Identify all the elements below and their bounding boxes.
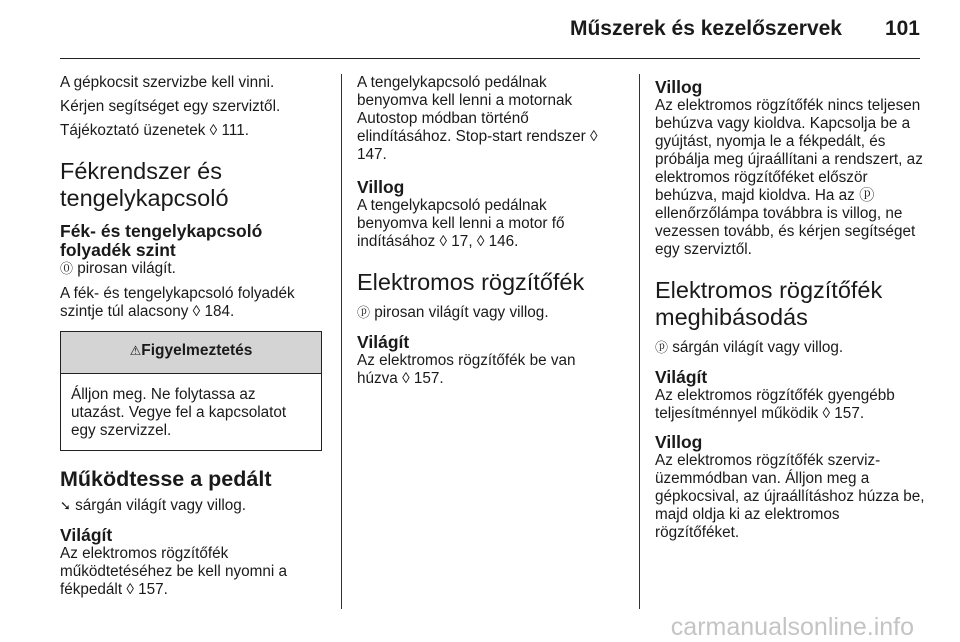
heading-parking-brake-fault: Elektromos rögzítőfék meghibásodás: [655, 277, 883, 330]
column-divider: [639, 74, 640, 609]
subheading-lit: Világít: [357, 332, 410, 352]
subheading-lit: Világít: [60, 525, 113, 545]
warning-title: Figyelmeztetés: [141, 342, 253, 359]
paragraph: Az elektromos rögzítőfék működtetéséhez be kell nyomni a fékpedált ◊ 157.: [60, 545, 288, 598]
paragraph: A tengelykapcsoló pedálnak benyomva kell lenni a motor fő indításához ◊ 17, ◊ 146.: [357, 197, 565, 250]
paragraph: A tengelykapcsoló pedálnak benyomva kell lenni a motornak Autostop módban történő elindításához. Stop-start rendszer ◊ 147.: [357, 74, 598, 163]
paragraph: Tájékoztató üzenetek ◊ 111.: [60, 122, 249, 139]
subheading-flashing: Villog: [357, 177, 405, 197]
subheading-lit: Világít: [655, 367, 708, 387]
paragraph: Az elektromos rögzítőfék szerviz- üzemmódban van. Álljon meg a gépkocsival, az újraállításhoz húzza be, majd oldja ki az elektromos rögzítőféket.: [655, 452, 925, 541]
subheading-flashing: Villog: [655, 432, 703, 452]
header-divider: [60, 58, 920, 59]
watermark-text: carmanualsonline.info: [670, 613, 914, 641]
warning-text: Álljon meg. Ne folytassa az utazást. Vegye fel a kapcsolatot egy szervizzel.: [71, 386, 287, 439]
paragraph: ⓟ sárgán világít vagy villog.: [655, 339, 844, 356]
column-3: [655, 74, 925, 548]
paragraph: Az elektromos rögzítőfék be van húzva ◊ 157.: [357, 352, 576, 387]
column-1: [60, 74, 322, 605]
paragraph: ➘ sárgán világít vagy villog.: [60, 497, 247, 514]
paragraph: A fék- és tengelykapcsoló folyadék szintje túl alacsony ◊ 184.: [60, 285, 295, 320]
paragraph: ⓟ pirosan világít vagy villog.: [357, 304, 549, 321]
parking-brake-fault-icon: ⓟ: [655, 341, 669, 356]
page-number: 101: [884, 17, 920, 40]
column-divider: [341, 74, 342, 609]
subheading-flashing: Villog: [655, 77, 703, 97]
paragraph: Kérjen segítséget egy szerviztől.: [60, 98, 281, 115]
section-title: Műszerek és kezelőszervek: [569, 17, 842, 40]
parking-brake-icon: ⓟ: [357, 306, 371, 321]
warning-header: [61, 332, 321, 374]
paragraph: Az elektromos rögzítőfék nincs teljesen behúzva vagy kioldva. Kapcsolja be a gyújtást, nyomja le a fékpedált, és próbálja meg újraállítani a rendszert, az elektromos rögzítőféket először behúzva, majd kioldva. Ha az ⓟ ellenőrzőlámpa továbbra is villog, ne vezessen tovább, és kérjen segítséget egy szerviztől.: [655, 97, 923, 258]
paragraph: Az elektromos rögzítőfék gyengébb teljesítménnyel működik ◊ 157.: [655, 387, 895, 422]
warning-triangle-icon: ⚠: [129, 344, 142, 359]
press-pedal-icon: ➘: [60, 499, 71, 514]
column-2: [357, 74, 619, 394]
paragraph: A gépkocsit szervizbe kell vinni.: [60, 74, 275, 91]
page-header: [0, 0, 960, 60]
heading-electric-parking-brake: Elektromos rögzítőfék: [357, 269, 585, 295]
heading-press-pedal: Működtesse a pedált: [60, 467, 272, 491]
subheading-fluid-level: Fék- és tengelykapcsoló folyadék szint: [60, 221, 263, 260]
warning-box: [60, 331, 322, 451]
heading-brake-clutch: Fékrendszer és tengelykapcsoló: [60, 158, 229, 211]
brake-warning-icon: ⓪: [60, 262, 74, 277]
paragraph: ⓪ pirosan világít.: [60, 260, 176, 277]
